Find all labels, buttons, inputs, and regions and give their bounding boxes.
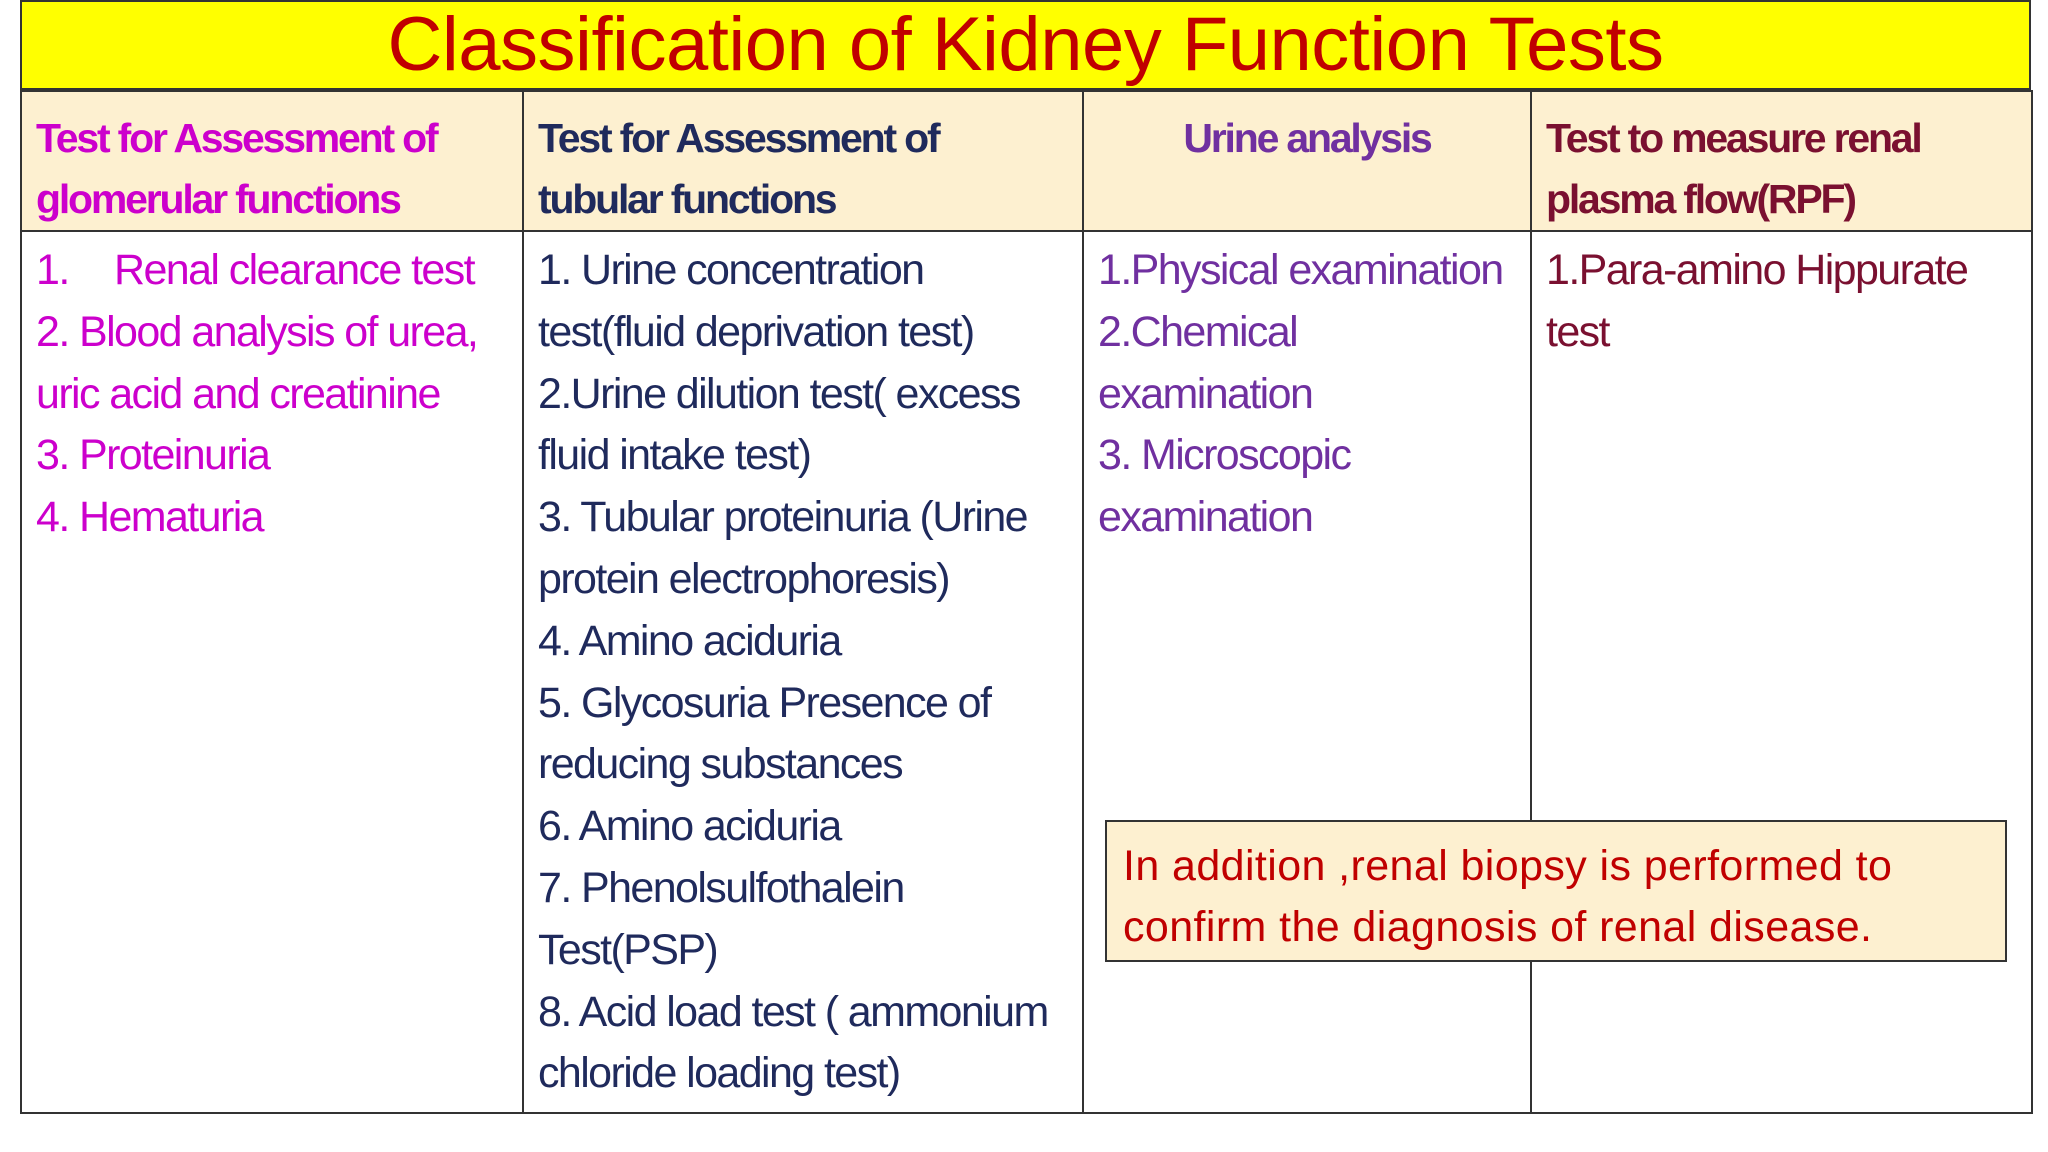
header-line: tubular functions: [538, 176, 836, 222]
cell-tubular-tests: [523, 231, 1083, 1113]
list-item: protein electrophoresis): [538, 554, 949, 603]
list-item: [36, 240, 508, 302]
list-item: 8. Acid load test ( ammonium: [538, 987, 1048, 1036]
header-line: glomerular functions: [36, 176, 400, 222]
header-glomerular: [21, 91, 523, 231]
list-item: 4. Hematuria: [36, 493, 263, 542]
header-urine-analysis: [1083, 91, 1531, 231]
cell-renal-plasma-flow-tests: [1531, 231, 2032, 1113]
list-item: 3. Microscopic: [1098, 431, 1351, 480]
list-item: 1.Para-amino Hippurate: [1546, 246, 1968, 294]
list-item: test: [1546, 307, 1609, 356]
note-line: confirm the diagnosis of renal disease.: [1123, 903, 1873, 951]
list-item: 1. Urine concentration: [538, 246, 924, 294]
list-item: 2. Blood analysis of urea,: [36, 307, 478, 356]
list-item: examination: [1098, 493, 1313, 542]
header-renal-plasma-flow: [1531, 91, 2032, 231]
header-line: Test to measure renal: [1546, 115, 1921, 161]
page-title: Classification of Kidney Function Tests: [387, 2, 1664, 87]
list-item: Test(PSP): [538, 925, 718, 974]
renal-biopsy-note: [1105, 820, 2007, 962]
header-line: Test for Assessment of: [538, 115, 939, 161]
list-item: 1.Physical examination: [1098, 246, 1503, 294]
list-item: test(fluid deprivation test): [538, 307, 974, 356]
header-tubular: [523, 91, 1083, 231]
list-number: 1.: [36, 246, 69, 294]
list-item: 7. Phenolsulfothalein: [538, 863, 904, 912]
note-line: In addition ,renal biopsy is performed to: [1123, 842, 1893, 890]
list-item: 3. Proteinuria: [36, 431, 270, 480]
header-line: Test for Assessment of: [36, 115, 437, 161]
header-line: plasma flow(RPF): [1546, 176, 1855, 222]
list-item: uric acid and creatinine: [36, 369, 440, 418]
list-item-text: Renal clearance test: [114, 246, 474, 294]
list-item: 2.Urine dilution test( excess: [538, 369, 1020, 418]
list-item: fluid intake test): [538, 431, 811, 480]
cell-glomerular-tests: [21, 231, 523, 1113]
list-item: reducing substances: [538, 740, 903, 789]
list-item: 6. Amino aciduria: [538, 802, 841, 851]
header-line: Urine analysis: [1183, 115, 1431, 161]
list-item: chloride loading test): [538, 1049, 900, 1098]
list-item: 5. Glycosuria Presence of: [538, 678, 991, 727]
table-body-row: [21, 231, 2032, 1113]
list-item: examination: [1098, 369, 1313, 418]
list-item: 4. Amino aciduria: [538, 616, 841, 665]
title-bar: [20, 0, 2031, 90]
table-header-row: [21, 91, 2032, 231]
cell-urine-analysis-tests: [1083, 231, 1531, 1113]
list-item: 2.Chemical: [1098, 307, 1298, 356]
list-item: 3. Tubular proteinuria (Urine: [538, 493, 1027, 542]
